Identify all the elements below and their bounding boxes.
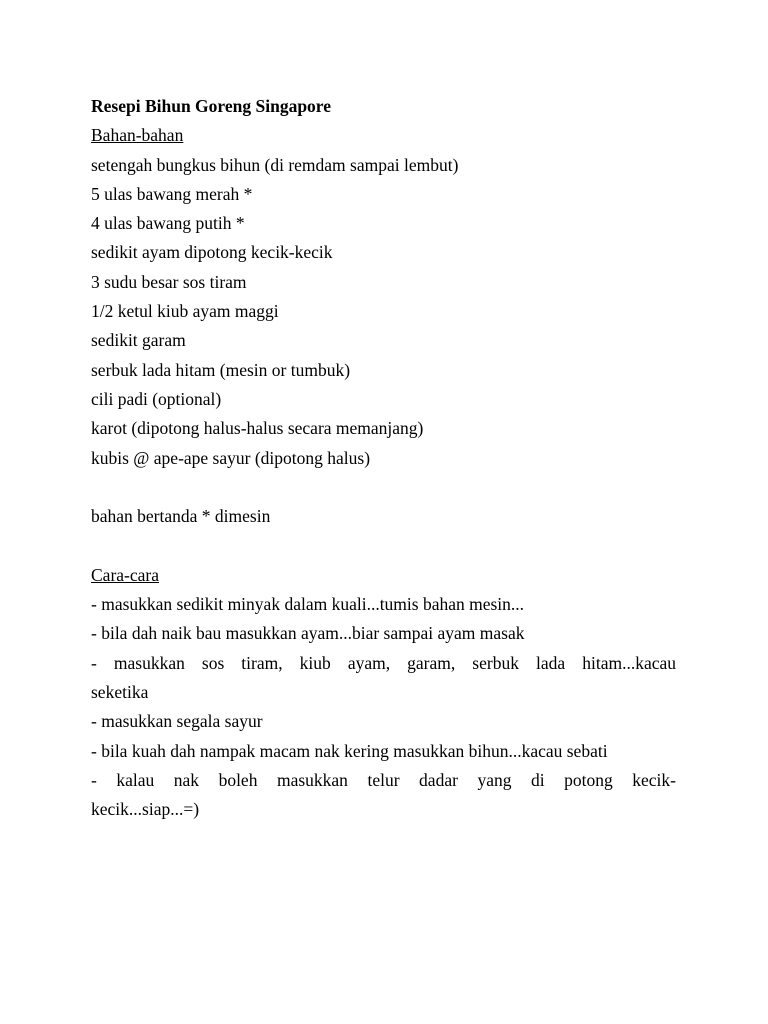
- method-step: - bila dah naik bau masukkan ayam...biar sampai ayam masak: [91, 623, 525, 644]
- method-heading: Cara-cara: [91, 564, 159, 585]
- ingredient-item: 5 ulas bawang merah *: [91, 183, 253, 204]
- ingredient-item: cili padi (optional): [91, 388, 222, 409]
- method-step: - masukkan sedikit minyak dalam kuali...tumis bahan mesin...: [91, 594, 525, 615]
- method-step-continuation: kecik...siap...=): [91, 799, 200, 820]
- recipe-title: Resepi Bihun Goreng Singapore: [91, 96, 332, 116]
- ingredient-item: serbuk lada hitam (mesin or tumbuk): [91, 359, 351, 380]
- method-step-continuation: seketika: [91, 681, 149, 702]
- method-step: - masukkan segala sayur: [91, 711, 263, 732]
- ingredient-item: kubis @ ape-ape sayur (dipotong halus): [91, 447, 371, 468]
- ingredient-item: sedikit ayam dipotong kecik-kecik: [91, 242, 333, 263]
- recipe-document: [91, 92, 676, 824]
- ingredients-heading: Bahan-bahan: [91, 125, 184, 146]
- spacer: [91, 473, 676, 502]
- ingredient-item: setengah bungkus bihun (di remdam sampai lembut): [91, 154, 459, 175]
- ingredients-note: bahan bertanda * dimesin: [91, 506, 271, 527]
- ingredient-item: sedikit garam: [91, 330, 186, 351]
- ingredient-item: 3 sudu besar sos tiram: [91, 271, 247, 292]
- spacer: [91, 531, 676, 560]
- ingredient-item: karot (dipotong halus-halus secara memanjang): [91, 418, 424, 439]
- method-step: - kalau nak boleh masukkan telur dadar yang di potong kecik-: [91, 769, 676, 790]
- method-step: - bila kuah dah nampak macam nak kering masukkan bihun...kacau sebati: [91, 740, 608, 761]
- method-step: - masukkan sos tiram, kiub ayam, garam, serbuk lada hitam...kacau: [91, 652, 676, 673]
- ingredient-item: 4 ulas bawang putih *: [91, 213, 245, 234]
- ingredient-item: 1/2 ketul kiub ayam maggi: [91, 301, 279, 322]
